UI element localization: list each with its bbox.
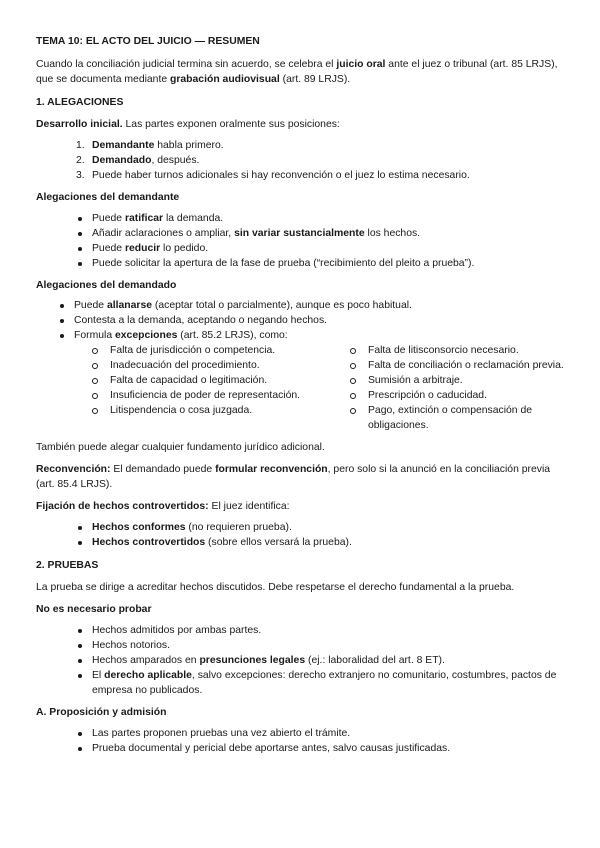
excepciones-columns: [36, 343, 568, 433]
list-item: Prescripción o caducidad.: [350, 388, 568, 403]
fijacion-paragraph: Fijación de hechos controvertidos: El juez identifica:: [36, 501, 290, 512]
list-item: Hechos amparados en presunciones legales (ej.: laboralidad del art. 8 ET).: [78, 653, 568, 668]
list-item: Puede reducir lo pedido.: [78, 241, 568, 256]
intro-paragraph: Cuando la conciliación judicial termina sin acuerdo, se celebra el juicio oral ante el juez o tribunal (art. 85 LRJS), que se documenta mediante grabación audiovisual (art. 89 LRJS).: [36, 59, 558, 85]
demandado-list: [36, 298, 568, 343]
section-1-heading: 1. ALEGACIONES: [36, 97, 124, 108]
proposicion-list: [36, 726, 568, 756]
list-item: El derecho aplicable, salvo excepciones: derecho extranjero no comunitario, costumbres, pactos de empresa no publicados.: [78, 668, 568, 698]
list-item: Añadir aclaraciones o ampliar, sin variar sustancialmente los hechos.: [78, 226, 568, 241]
list-item: Contesta a la demanda, aceptando o negando hechos.: [60, 313, 568, 328]
reconvencion-paragraph: Reconvención: El demandado puede formular reconvención, pero solo si la anunció en la conciliación previa (art. 85.4 LRJS).: [36, 464, 551, 490]
list-item: Puede ratificar la demanda.: [78, 211, 568, 226]
list-item: Falta de litisconsorcio necesario.: [350, 343, 568, 358]
list-item: Puede solicitar la apertura de la fase de prueba (“recibimiento del pleito a prueba”).: [78, 256, 568, 271]
list-item: Hechos notorios.: [78, 638, 568, 653]
list-item: Falta de conciliación o reclamación previa.: [350, 358, 568, 373]
document-title: TEMA 10: EL ACTO DEL JUICIO — RESUMEN: [36, 36, 260, 47]
list-item: Pago, extinción o compensación de obligaciones.: [350, 403, 568, 433]
demandante-heading: Alegaciones del demandante: [36, 192, 180, 203]
tambien-paragraph: También puede alegar cualquier fundamento jurídico adicional.: [36, 442, 325, 453]
list-item: Formula excepciones (art. 85.2 LRJS), como:: [60, 328, 568, 343]
proposicion-heading: A. Proposición y admisión: [36, 707, 167, 718]
fijacion-list: [36, 520, 568, 550]
desarrollo-inicial: Desarrollo inicial. Las partes exponen oralmente sus posiciones:: [36, 119, 340, 130]
pruebas-intro: La prueba se dirige a acreditar hechos discutidos. Debe respetarse el derecho fundamental a la prueba.: [36, 582, 515, 593]
list-item: Litispendencia o cosa juzgada.: [92, 403, 314, 418]
section-2-heading: 2. PRUEBAS: [36, 560, 99, 571]
list-item: Insuficiencia de poder de representación.: [92, 388, 314, 403]
steps-list: [36, 138, 568, 183]
list-item: Hechos admitidos por ambas partes.: [78, 623, 568, 638]
list-item: 1. Demandante habla primero.: [76, 140, 224, 151]
list-item: Las partes proponen pruebas una vez abierto el trámite.: [78, 726, 568, 741]
list-item: Inadecuación del procedimiento.: [92, 358, 314, 373]
list-item: Hechos conformes (no requieren prueba).: [78, 520, 568, 535]
demandante-list: [36, 211, 568, 271]
list-item: 2. Demandado, después.: [76, 155, 200, 166]
list-item: 3. Puede haber turnos adicionales si hay reconvención o el juez lo estima necesario.: [76, 170, 470, 181]
excepciones-right: [350, 343, 568, 433]
no-necesario-heading: No es necesario probar: [36, 604, 152, 615]
list-item: Puede allanarse (aceptar total o parcialmente), aunque es poco habitual.: [60, 298, 568, 313]
document-page: [36, 34, 568, 756]
demandado-heading: Alegaciones del demandado: [36, 280, 177, 291]
list-item: Falta de jurisdicción o competencia.: [92, 343, 314, 358]
excepciones-left: [92, 343, 314, 433]
list-item: Hechos controvertidos (sobre ellos versará la prueba).: [78, 535, 568, 550]
list-item: Prueba documental y pericial debe aportarse antes, salvo causas justificadas.: [78, 741, 568, 756]
no-necesario-list: [36, 623, 568, 698]
list-item: Sumisión a arbitraje.: [350, 373, 568, 388]
list-item: Falta de capacidad o legitimación.: [92, 373, 314, 388]
